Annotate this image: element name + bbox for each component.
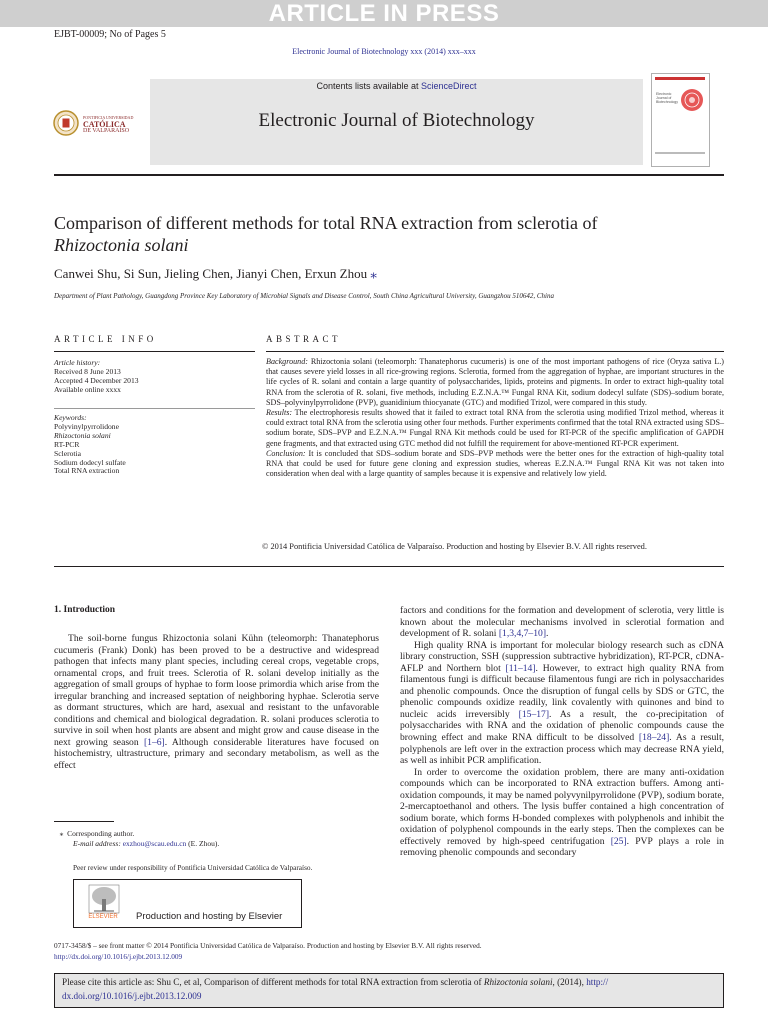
introduction-heading: 1. Introduction	[54, 605, 116, 615]
intro-r-p1: factors and conditions for the formation and development of sclerotia, very little is known about the molecular mechanisms involved in sclerotial formation and development of R. solani	[400, 605, 724, 640]
keywords-label: Keywords:	[54, 413, 87, 422]
history-received: Received 8 June 2013	[54, 366, 121, 376]
sciencedirect-link[interactable]: ScienceDirect	[421, 81, 477, 91]
keyword-item: RT-PCR	[54, 439, 80, 449]
intro-r-p3a: In order to overcome the oxidation problem, there are many anti-oxidation compounds which can be incorporated to RNA extraction buffers. Among anti-oxidation compounds, it may be named polyvynilpyrrolidone (PVP), sodium borate, 2-mercaptoethanol and others. The lysis buffer contained a high concentration of sodium borate, which forms H-bonded complexes with polyphenols and inhibit the oxidation of polyphenol compounds in the early steps. Then the complexes can be effectively removed by high-speed centrifugation	[400, 766, 724, 847]
citation-species: Rhizoctonia solani	[483, 977, 553, 987]
intro-paragraph: factors and conditions for the formation and development of sclerotia, very little is known about the molecular mechanisms involved in sclerotial formation and development of R. solani [1,3,4,7–10].	[400, 605, 724, 640]
issn-block	[54, 940, 482, 962]
intro-paragraph	[54, 633, 379, 772]
email-footnote	[54, 839, 219, 849]
banner-text: ARTICLE IN PRESS	[268, 0, 500, 27]
article-id-line: EJBT-00009; No of Pages 5	[54, 29, 166, 40]
footnote-rule	[54, 821, 114, 822]
intro-r-p2d: . As a result, polyphenols are left over in the extraction process which may decrease RNA yield, as well as inhibit PCR amplification.	[400, 732, 725, 767]
university-line-1: PONTIFICIA UNIVERSIDAD	[83, 115, 134, 120]
contents-prefix: Contents lists available at	[316, 81, 422, 91]
email-link[interactable]: exzhou@scau.edu.cn	[122, 839, 187, 848]
keyword-item: Sclerotia	[54, 448, 81, 458]
journal-name: Electronic Journal of Biotechnology	[258, 110, 535, 131]
results-label: Results:	[266, 408, 293, 418]
corresponding-label: Corresponding author.	[67, 829, 135, 838]
intro-r-p2c: . As a result, the co-precipitation of polysaccharides with RNA and the oxidation of phenolic compounds cause the browning effect and make RNA difficult to be dissolved	[400, 708, 724, 744]
citation-link[interactable]: [25]	[610, 835, 627, 847]
conclusion-text: It is concluded that SDS–sodium borate and SDS–PVP methods were the better ones for the extraction of high-quality total RNA that could be used for future gene cloning and expression studies, whereas E.Z.N.A.™ Fungal RNA Kit was not taken into consideration when deal with a large quantity of samples because it is expensive and relatively low yield.	[266, 448, 724, 479]
affiliation: Department of Plant Pathology, Guangdong Province Key Laboratory of Microbial Signals and Disease Control, South China Agricultural University, Guangzhou 510642, China	[54, 292, 554, 300]
citation-link[interactable]: [15–17]	[518, 708, 550, 720]
background-text: Rhizoctonia solani (teleomorph: Thanatephorus cucumeris) is one of the most important pathogens of rice (Oryza sativa L.) that causes severe yield losses in all rice-growing regions. Sclerotia, formed from the aggregation of hyphae, are important structures in the life cycles of R. solani and contain a large quantity of polysaccharides, lipids, proteins and pigments. In order to extract high-quality total RNA from the sclerotia of R. solani, five methods, including E.Z.N.A.™ Fungal RNA Kit, sodium dodecyl sulfate (SDS)–sodium borate, SDS–polyvinylpyrrolidone (PVP), guanidinium thiocyanate (GTC) and modified Trizol, were compared in this study.	[266, 357, 724, 407]
issn-line: 0717-3458/$ – see front matter © 2014 Pontificia Universidad Católica de Valparaíso. Production and hosting by Elsevier B.V. All rights reserved.	[54, 941, 482, 950]
citation-prefix: Please cite this article as: Shu C, et al, Comparison of different methods for total RNA extraction from sclerotia of	[62, 977, 484, 987]
citation-link[interactable]: [1–6]	[143, 736, 165, 748]
cover-graphic-icon	[679, 87, 705, 113]
hosting-text: Production and hosting by Elsevier	[136, 911, 283, 922]
abstract-heading: ABSTRACT	[266, 334, 342, 344]
abstract-copyright: © 2014 Pontificia Universidad Católica de Valparaíso. Production and hosting by Elsevier B.V. All rights reserved.	[262, 542, 647, 551]
abstract-bottom-rule	[54, 566, 724, 567]
background-label: Background:	[266, 357, 308, 366]
intro-p1-end: . Although considerable literatures have focused on histochemistry, ultrastructure, primary and secondary metabolism, as well as the effect	[54, 736, 379, 772]
contents-line	[150, 81, 643, 91]
citation-link[interactable]: [1,3,4,7–10]	[498, 628, 547, 640]
article-info-heading: ARTICLE INFO	[54, 334, 157, 344]
corresponding-author-marker[interactable]: ⁎	[370, 266, 377, 281]
intro-p1-text: The soil-borne fungus Rhizoctonia solani Kühn (teleomorph: Thanatephorus cucumeris (Frank) Donk) has been proved to be a destructive and widespread pathogen that infects many plant species, including cereal crops, vegetable crops, ornamental crops, and fruit trees. Sclerotia of R. solani develop initially as the aggregation of small groups of hyphae to form loose primordia which arise from the irregular branching and increased septation of neighboring hyphae. Sclerotia serve as dormant structures, which are hard, asexual and resistant to the unfavorable conditions and chemical and biological degradation. R. solani produces sclerotia to survive in soil when host plants are absent and might grow and cause disease in the next growing season	[54, 633, 379, 748]
cover-title	[656, 92, 678, 104]
author-list	[54, 266, 377, 282]
intro-right-column	[400, 605, 724, 859]
intro-paragraph	[400, 640, 724, 767]
intro-left-column	[54, 633, 379, 772]
history-available: Available online xxxx	[54, 384, 121, 394]
abstract-body	[266, 357, 724, 479]
keyword-item: Polyvinylpyrrolidone	[54, 421, 119, 431]
title-line-1: Comparison of different methods for total RNA extraction from sclerotia of	[54, 213, 598, 233]
article-info-rule	[54, 351, 255, 352]
citation-doi-link-part-2[interactable]: dx.doi.org/10.1016/j.ejbt.2013.12.009	[62, 990, 202, 1001]
keywords-rule	[54, 408, 255, 409]
intro-r-p2a: High quality RNA is important for molecular biology research such as cDNA library construction, SSH (suppression subtractive hybridization), RT-PCR, cDNA-AFLP and Northern blot	[400, 639, 724, 674]
keyword-item: Total RNA extraction	[54, 466, 120, 476]
intro-r-p3b: . PVP plays a role in removing phenolic compounds and secondary	[400, 835, 724, 859]
cover-title-line-2: Journal of	[656, 96, 672, 100]
cover-header-strip	[655, 77, 705, 80]
footnote-star: ⁎	[59, 829, 64, 838]
cover-title-line-1: Electronic	[656, 92, 672, 96]
journal-reference-link[interactable]: Electronic Journal of Biotechnology xxx (2014) xxx–xxx	[292, 47, 476, 56]
elsevier-wordmark: ELSEVIER	[88, 914, 118, 920]
citation-link[interactable]: [18–24]	[638, 732, 670, 744]
article-history	[54, 359, 254, 395]
history-accepted: Accepted 4 December 2013	[54, 375, 139, 385]
results-text: The electrophoresis results showed that it failed to extract total RNA from the sclerotia using modified Trizol method, whereas it could extract total RNA from the sclerotia using other four methods. Further experiments confirmed that the total RNA extracted using SDS–sodium borate, SDS–PVP and E.Z.N.A.™ Fungal RNA Kit methods could be used for RT-PCR of the specific amplification of GAPDH gene fragments, and that extracted using GTC method did not fulfill the requirement for above-mentioned RT-PCR experiment.	[266, 408, 724, 448]
title-line-2: Rhizoctonia solani	[54, 235, 189, 255]
university-seal-icon	[53, 110, 79, 136]
university-name	[83, 114, 133, 135]
citation-text	[62, 976, 720, 1003]
history-label: Article history:	[54, 358, 101, 367]
intro-paragraph	[400, 767, 724, 859]
citation-mid: , (2014),	[552, 977, 587, 987]
email-label: E-mail address:	[73, 839, 121, 848]
elsevier-tree-logo-icon	[88, 884, 120, 918]
keyword-item: Rhizoctonia solani	[54, 430, 111, 440]
keywords-block	[54, 414, 254, 476]
cover-title-line-3: Biotechnology	[656, 100, 678, 104]
email-suffix: (E. Zhou).	[186, 839, 220, 848]
header-rule	[54, 174, 724, 176]
authors-text: Canwei Shu, Si Sun, Jieling Chen, Jianyi Chen, Erxun Zhou	[54, 266, 368, 281]
university-line-3: DE VALPARAÍSO	[83, 128, 130, 134]
doi-link[interactable]: http://dx.doi.org/10.1016/j.ejbt.2013.12.009	[54, 952, 183, 961]
peer-review-note: Peer review under responsibility of Pontificia Universidad Católica de Valparaíso.	[73, 863, 313, 872]
cover-footer-strip	[655, 152, 705, 154]
conclusion-label: Conclusion:	[266, 448, 306, 458]
footnotes	[54, 829, 219, 849]
article-title	[54, 212, 714, 256]
university-line-2: CATÓLICA	[83, 120, 126, 129]
citation-link[interactable]: [11–14]	[505, 662, 536, 674]
abstract-rule	[266, 351, 724, 352]
keyword-item: Sodium dodecyl sulfate	[54, 457, 126, 467]
citation-doi-link-part-1[interactable]: http://	[586, 977, 609, 987]
intro-r-p2b: . However, to extract high quality RNA from filamentous fungi is difficult because filamentous fungi are rich in polysaccharides and phenolic compounds. Once the disruption of fungal cells by SDS or GTC, the phenolic compounds oxidize readily, link covalently with quinones and bind to nucleic acids irreversibly	[400, 662, 724, 720]
corresponding-footnote	[54, 829, 219, 839]
